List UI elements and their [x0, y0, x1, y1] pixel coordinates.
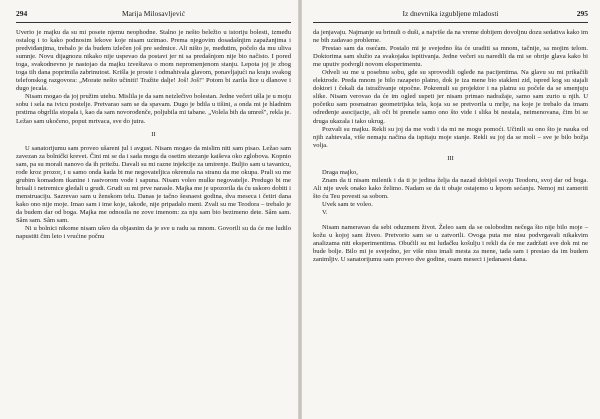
- right-running-head: Iz dnevnika izgubljene mladosti: [402, 9, 499, 18]
- paragraph: Pozvali su majku. Rekli su joj da me vodi i da mi ne mogu pomoći. Učinili su ono što je nauka od njih zahtevala, više nemaju načina da ispitaju moje stanje. Rekli su joj da se moli – sve je bilo božja volja.: [313, 125, 588, 149]
- paragraph: da jenjavaju. Najmanje su brinuli o duši, a najviše da na vreme dobijem dovoljnu dozu sedativa kako im ne bih zadavao probleme.: [313, 29, 588, 45]
- right-page-number: 295: [576, 9, 588, 18]
- left-running-head: Marija Milosavljević: [121, 9, 186, 18]
- right-page-header: [313, 8, 588, 23]
- paragraph: Ni u bolnici nikome nisam ušeo da objasnim da je sve u radu sa mnom. Govorili su da će me ludilo napustiti čim leto i vrućine počnu: [16, 225, 291, 241]
- right-page: [301, 0, 600, 419]
- letter-body: Znam da ti nisam milenik i da ti je jedina želja da nazad dobiješ svoju Teodoru, svoj dar od boga. Ali nije uvek onako kako želimo. Nadam se da ti obaje ostajemo u lepom sećanju. Nemoj mi zameriti što ću Teu povesti sa sobom.: [313, 176, 588, 200]
- left-page: [0, 0, 299, 419]
- letter-salutation: Draga majko,: [322, 168, 358, 176]
- paragraph: Odveli su me u posebnu sobu, gde su sprovodili ogleđe na pacijentima. Na glavu su mi prikačili elektrode. Preda mnom je bilo razapeto platno, dok je iza mene bio stakleni zid, ispred kog su stajali doktori i čekali da istraživanje otpočne. Pokrenuli su projektor i na platnu su počele da se smenjuju slike. Nisam verovao da će im ogled uspeti jer nisam primao nadražaje, samo sam zurio u njih. U početku sam posmatrao geometrijska tela, koja su se pretvorila u mrlje, na koje je trebalo da imam određenje asocijacije, ali oči bi prenele samo ono što vide i slika bi nestala, neimenovana, čim bi se druga ukazala i tako ukrug.: [313, 69, 588, 125]
- paragraph: Nisam mogao da joj pružim utehu. Mislila je da sam neizlečivo bolestan. Jedne večeri ušla je u moju sobu i sela na ivicu postelje. Pretvarao sam se da spavam. Dugo je bdila u tišini, a onda mi je hladnim prstima obgrlila stopala i, kao da sam novorođenče, poljubila mi tabane. „Volela bih da umreš", rekla je. Ležao sam ukočeno, poput mrtvaca, sve do jutra.: [16, 93, 291, 125]
- right-page-body: [313, 29, 588, 264]
- left-page-body: [16, 29, 291, 241]
- paragraph: Nisam nameravao da sebi oduzmem život. Želeo sam da se oslobodim nečega što nije bilo moje – kožu u kojoj sam živeo. Pretvorio sam se u zatvorili. Ovoga puta me nisu podvrgavali nikakvim analizama niti eksperimentima. Obučili su mi luđačku košulju i rekli da će me zadržati sve dok mi ne bude bolje. Bilo mi je svejedno, jer više nisu imali mesta za mene, tada sam i prestao da im budem zanimljiv. U sanatorijumu sam proveo dve godine, osam meseci i jedanaest dana.: [313, 224, 588, 264]
- section-mark: III: [447, 154, 454, 162]
- paragraph: Uverio je majku da su mi posete njemu neophodne. Stalno je nešto beležio u istoriju bolesti, između ostalog i to kako podnosim lekove koje nisam uzimao. Prema njegovim dosadašnjim zapažanjima i predviđanjima, trebalo je da budem izlečen još pre sedmice. Ali ništo je, međutim, počelo da mu uliva sumnje. Novu dijagnozu nikako nije uspevao da postavi jer ni sa predašnjom nije bio načisto. I pored toga, svakodnevno je nastojao da majku izveštava o mom nepromenjenom stanju. Lepota joj je zbog toga tih dana poprimila zabrinutost. Krišla je proste i odmahivala glavom, ponavljajući na kraju svakog telefonskog razgovora: „Morate nešto učiniti! Tražite dalje! Još! Još!" Potom bi zarila lice u dlanove i dugo jecala.: [16, 29, 291, 93]
- left-page-number: 294: [16, 9, 28, 18]
- section-mark: II: [151, 130, 156, 138]
- letter-closing: Uvek sam te voleo.: [322, 200, 373, 208]
- paragraph: U sanatorijumu sam proveo ušareni jul i avgust. Nisam mogao da mislim niti sam pisao. Ležao sam zavezan za bolnički krevet. Čini mi se da i sada mogu da osetim stezanje kaiševa oko zglobova. Kopnio sam, pa su morali nanovo da ih pritežu. Davali su mi razne injekcije za umirenje. Buljio sam u tavanicu, rođe kroz prozor, i u samo onda kada bi me negovateljica okrenula na stranu da me okupa. Prali su me grubim komadom tkanine i rastvorom vode i sapuna. Nisam voleo mulke negovatelje. Predugo bi me brisali i netremice gledali u grudi. Grudi su mi prve narasle. Majka me je upozorila da ću uskoro dobiti i menstruaciju. Sazrevao sam u ženskom telu. Danas je tačno šesnaest godina, dva meseca i četiri dana kako ono nije moje. Imao sam i ime koje, takođe, nije pripadalo meni. Zvali su me Teodora – trebalo je da budem dar od boga. Majka me odnosila ne zove imenom: za nju sam bio bezimeno dete. Sâm sam. Sâm sam. Sâm sam.: [16, 144, 291, 225]
- left-page-header: [16, 8, 291, 23]
- letter-signature: V.: [322, 208, 328, 216]
- paragraph: Prestao sam da osećam. Postalo mi je svejedno šta će uraditi sa mnom, tačnije, sa mojim telom. Doktorima sam služio za svakojaka ispitivanja. Jedne večeri su naredili da mi se obrije glava kako bi me uputiv podvrgli novom eksperimentu.: [313, 45, 588, 69]
